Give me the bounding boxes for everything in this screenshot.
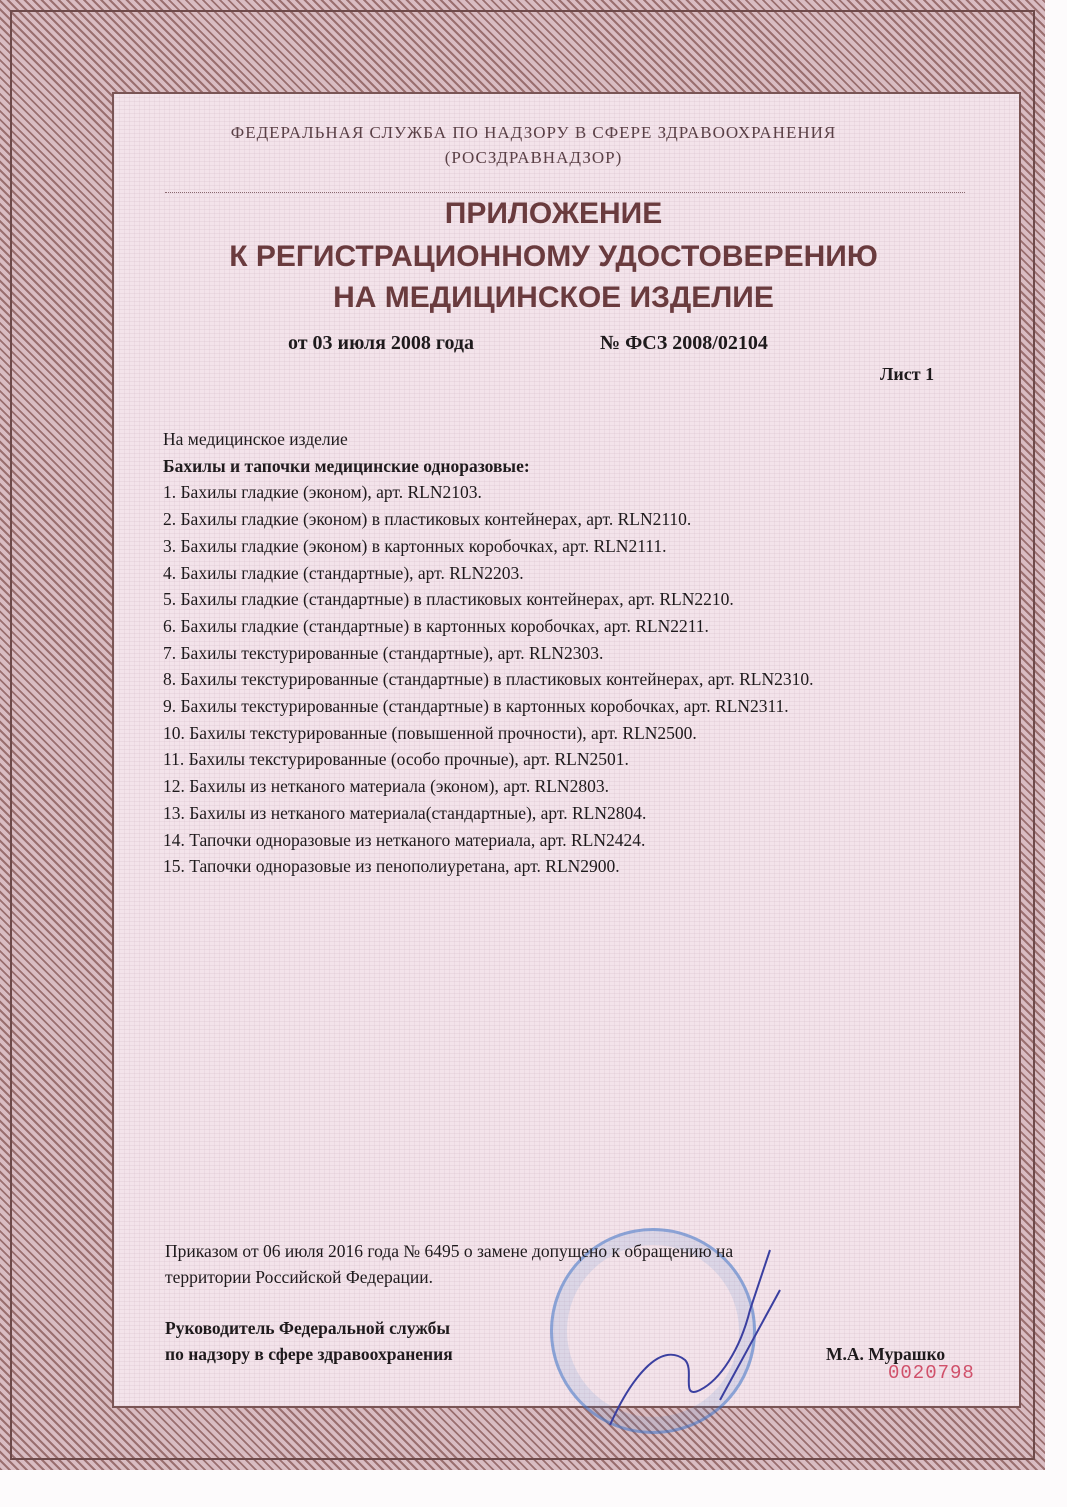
list-item: 14. Тапочки одноразовые из нетканого материала, арт. RLN2424.: [163, 829, 646, 850]
list-item: 12. Бахилы из нетканого материала (эконом), арт. RLN2803.: [163, 776, 609, 797]
agency-abbr: (РОСЗДРАВНАДЗОР): [444, 148, 623, 167]
list-item: 7. Бахилы текстурированные (стандартные), арт. RLN2303.: [163, 642, 604, 663]
issue-date: от 03 июля 2008 года: [288, 332, 475, 354]
list-item: 15. Тапочки одноразовые из пенополиуретана, арт. RLN2900.: [163, 856, 620, 877]
agency-name: ФЕДЕРАЛЬНАЯ СЛУЖБА ПО НАДЗОРУ В СФЕРЕ ЗДРАВООХРАНЕНИЯ: [230, 123, 837, 142]
doc-title-2: К РЕГИСТРАЦИОННОМУ УДОСТОВЕРЕНИЮ: [229, 240, 878, 273]
list-item: 9. Бахилы текстурированные (стандартные) в картонных коробочках, арт. RLN2311.: [163, 696, 789, 717]
product-name: Бахилы и тапочки медицинские одноразовые:: [163, 455, 530, 476]
list-item: 8. Бахилы текстурированные (стандартные) в пластиковых контейнерах, арт. RLN2310.: [163, 669, 814, 690]
list-item: 3. Бахилы гладкие (эконом) в картонных коробочках, арт. RLN2111.: [163, 535, 667, 556]
list-item: 6. Бахилы гладкие (стандартные) в картонных коробочках, арт. RLN2211.: [163, 615, 709, 636]
list-item: 13. Бахилы из нетканого материала(стандартные), арт. RLN2804.: [163, 802, 647, 823]
serial-number: 0020798: [888, 1362, 975, 1384]
list-item: 2. Бахилы гладкие (эконом) в пластиковых контейнерах, арт. RLN2110.: [163, 509, 692, 530]
list-item: 4. Бахилы гладкие (стандартные), арт. RLN2203.: [163, 562, 524, 583]
intro-text: На медицинское изделие: [163, 429, 348, 449]
list-item: 10. Бахилы текстурированные (повышенной прочности), арт. RLN2500.: [163, 722, 697, 743]
list-item: 1. Бахилы гладкие (эконом), арт. RLN2103.: [163, 482, 482, 503]
order-text-2: территории Российской Федерации.: [165, 1267, 433, 1287]
order-text-1: Приказом от 06 июля 2016 года № 6495 о замене допущено к обращению на: [165, 1241, 734, 1261]
divider: [165, 192, 965, 193]
signer-title-2: по надзору в сфере здравоохранения: [165, 1344, 453, 1364]
certificate-number: № ФСЗ 2008/02104: [600, 332, 768, 354]
signer-name: М.А. Мурашко: [826, 1344, 946, 1364]
doc-title-1: ПРИЛОЖЕНИЕ: [444, 197, 663, 230]
product-list: [163, 426, 813, 880]
signer-title-1: Руководитель Федеральной службы: [165, 1318, 451, 1338]
doc-title-3: НА МЕДИЦИНСКОЕ ИЗДЕЛИЕ: [333, 281, 774, 314]
list-item: 11. Бахилы текстурированные (особо прочные), арт. RLN2501.: [163, 749, 629, 770]
sheet-number: Лист 1: [880, 364, 935, 384]
list-item: 5. Бахилы гладкие (стандартные) в пластиковых контейнерах, арт. RLN2210.: [163, 589, 734, 610]
